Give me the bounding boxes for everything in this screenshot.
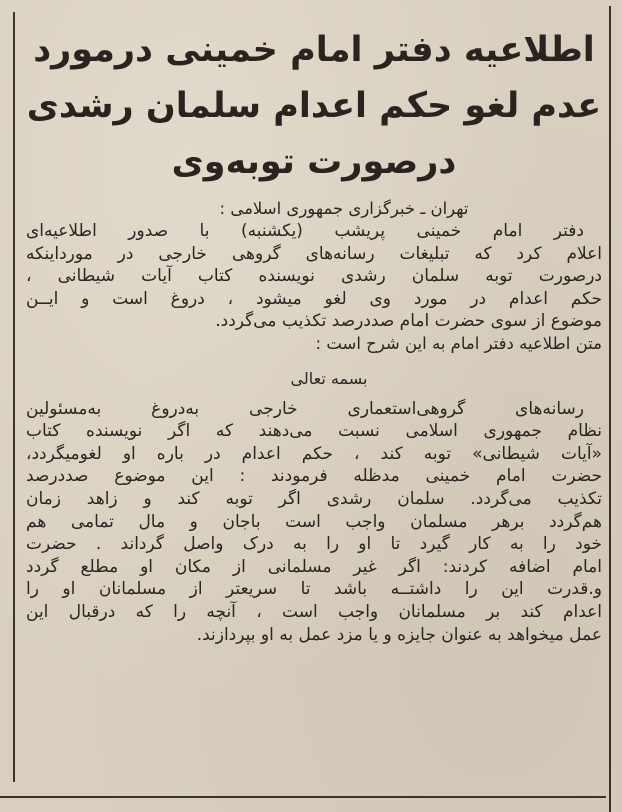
headline-line-1: اطلاعیه دفتر امام خمینی درمورد — [33, 30, 595, 70]
body-line: حضرت امام خمینی مدظله فرمودند : این موضوع صددرصد — [26, 466, 602, 487]
body-line: تکذیب می‌گردد. سلمان رشدی اگر توبه کند و زاهد زمان — [26, 488, 602, 509]
article-bottom-rule — [0, 796, 606, 798]
column-rule-left — [13, 12, 15, 782]
headline — [22, 22, 606, 190]
body-line: نظام جمهوری اسلامی نسبت می‌دهند که اگر نویسنده کتاب — [26, 421, 602, 442]
body-line: موضوع از سوی حضرت امام صددرصد تکذیب می‌گردد. — [215, 311, 602, 332]
body-line: حکم اعدام در مورد وی لغو میشود ، دروغ است و ایــن — [26, 288, 602, 309]
column-rule-right — [609, 6, 611, 812]
article-column — [22, 14, 606, 646]
body-line: امام اضافه کردند: اگر غیر مسلمانی از مکان او مطلع گردد — [26, 556, 602, 577]
intro-closing: متن اطلاعیه دفتر امام به این شرح است : — [315, 333, 602, 353]
statement-paragraph — [22, 398, 606, 647]
bismillah-heading: بسمه تعالی — [290, 368, 368, 388]
body-line: اعلام کرد که تبلیغات رسانه‌های گروهی خارجی در مورداینکه — [26, 243, 602, 264]
headline-line-3: درصورت توبه‌وی — [171, 142, 457, 182]
headline-line-2: عدم لغو حکم اعدام سلمان رشدی — [26, 86, 602, 126]
body-line: دفتر امام خمینی پریشب (یکشنبه) با صدور اطلاعیه‌ای — [26, 221, 584, 241]
body-line: «آیات شیطانی» توبه کند ، حکم اعدام در باره او لغومیگردد، — [26, 443, 602, 464]
intro-paragraph — [22, 220, 606, 356]
dateline: تهران ـ خبرگزاری جمهوری اسلامی : — [219, 199, 469, 218]
body-line: رسانه‌های گروهی‌استعماری خارجی به‌دروغ به‌مسئولین — [26, 398, 584, 419]
body-line: و.قدرت این را داشتــه باشد تا سریعتر از مسلمانان او را — [26, 579, 602, 600]
body-line: درصورت توبه سلمان رشدی نویسنده کتاب آیات شیطانی ، — [26, 266, 602, 287]
body-line: اعدام کند بر مسلمانان واجب است ، آنچه را که درقبال این — [26, 601, 602, 622]
body-line: خود را به کار گیرد تا او را به درک واصل گرداند . حضرت — [26, 534, 602, 555]
body-line: هم‌گردد برهر مسلمان واجب است باجان و مال تمامی هم — [26, 511, 602, 532]
body-line: عمل میخواهد به عنوان جایزه و یا مزد عمل به او بپردازند. — [196, 624, 602, 645]
